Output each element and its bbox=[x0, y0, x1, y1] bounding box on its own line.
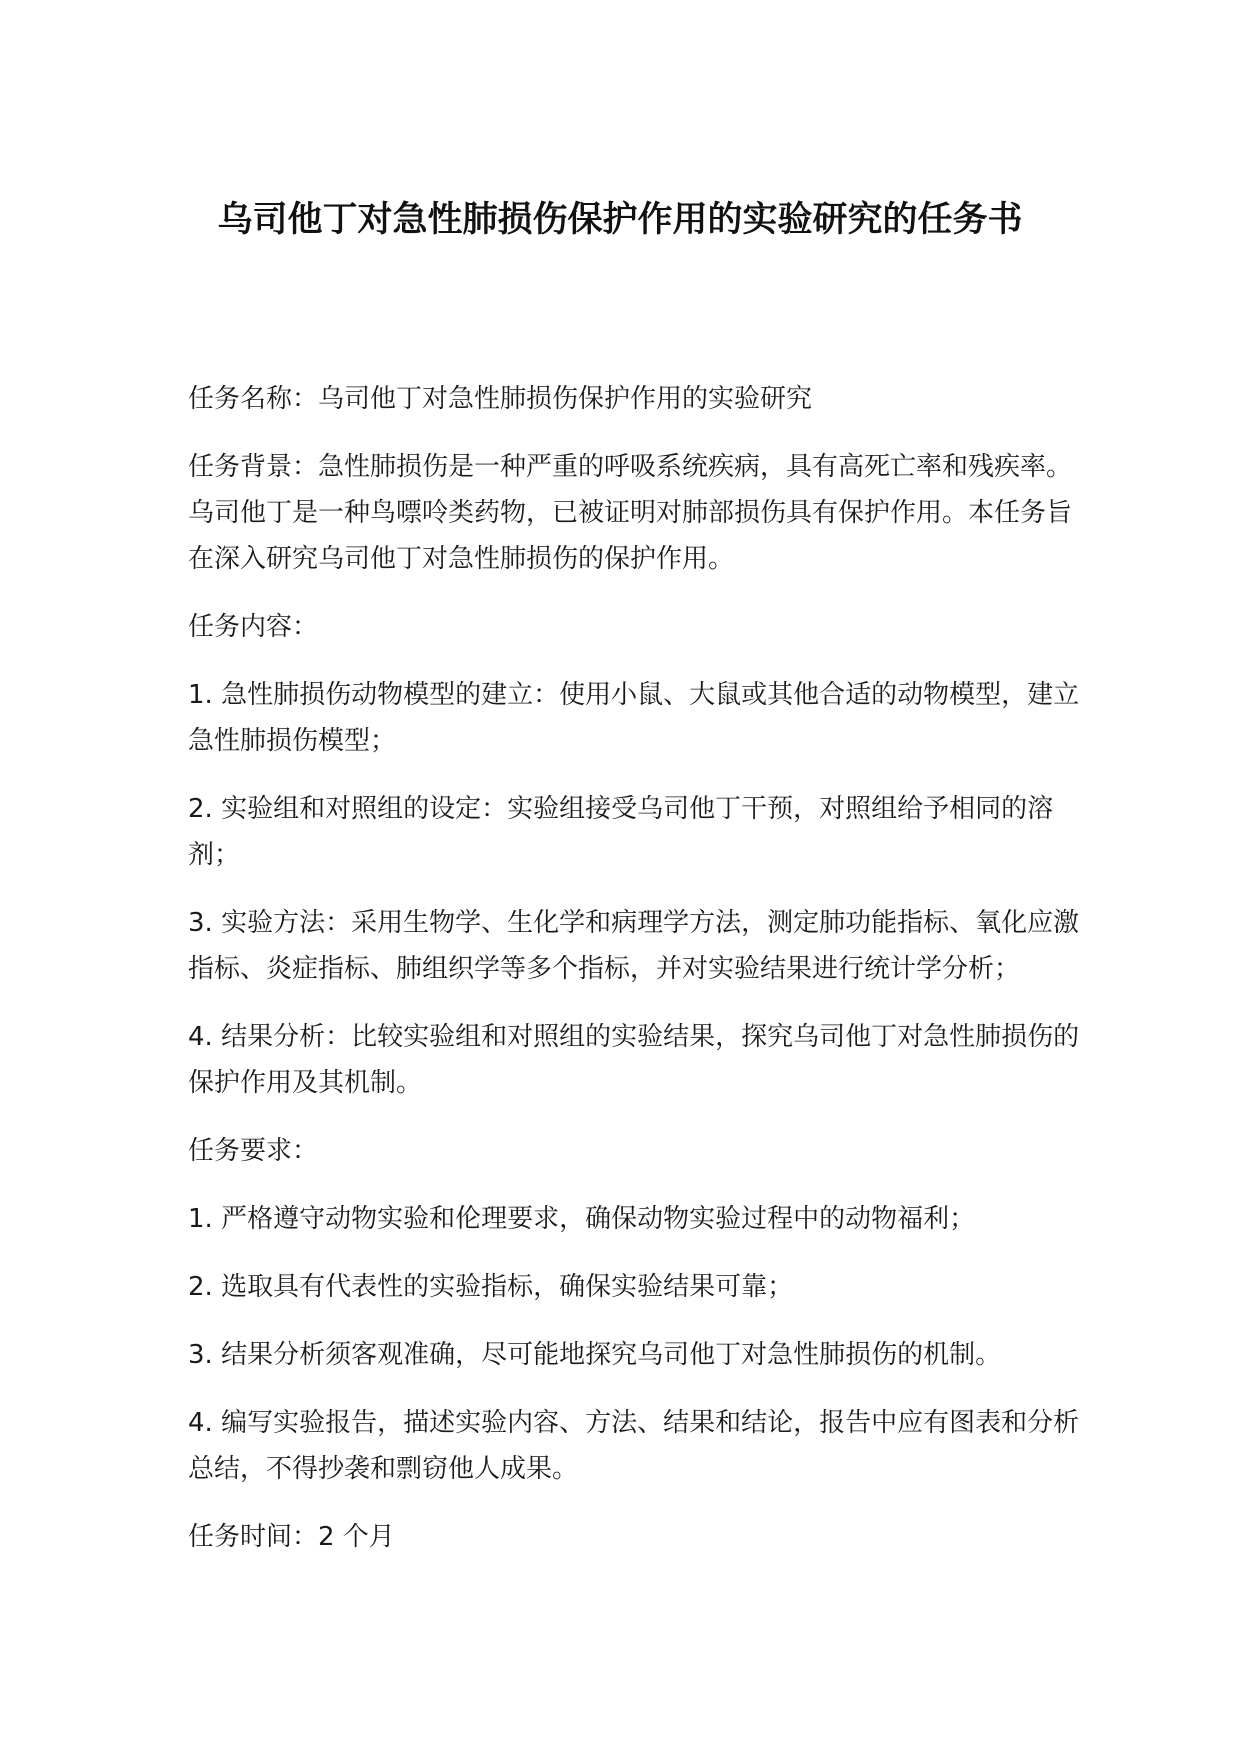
task-time-paragraph: 任务时间：2 个月 bbox=[188, 1522, 395, 1552]
task-requirement-item: 3. 结果分析须客观准确，尽可能地探究乌司他丁对急性肺损伤的机制。 bbox=[188, 1340, 1002, 1370]
task-content-item: 2. 实验组和对照组的设定：实验组接受乌司他丁干预，对照组给予相同的溶剂； bbox=[188, 794, 1054, 870]
document-body bbox=[188, 376, 1083, 1560]
task-name-paragraph: 任务名称：乌司他丁对急性肺损伤保护作用的实验研究 bbox=[188, 384, 813, 414]
task-requirement-item: 2. 选取具有代表性的实验指标，确保实验结果可靠； bbox=[188, 1272, 794, 1302]
document-title: 乌司他丁对急性肺损伤保护作用的实验研究的任务书 bbox=[217, 200, 1023, 240]
task-content-item: 4. 结果分析：比较实验组和对照组的实验结果，探究乌司他丁对急性肺损伤的保护作用及其机制。 bbox=[188, 1022, 1080, 1098]
task-requirement-item: 1. 严格遵守动物实验和伦理要求，确保动物实验过程中的动物福利； bbox=[188, 1204, 976, 1234]
task-background-paragraph: 任务背景：急性肺损伤是一种严重的呼吸系统疾病，具有高死亡率和残疾率。乌司他丁是一种鸟嘌呤类药物，已被证明对肺部损伤具有保护作用。本任务旨在深入研究乌司他丁对急性肺损伤的保护作用。 bbox=[188, 452, 1073, 574]
task-content-item: 3. 实验方法：采用生物学、生化学和病理学方法，测定肺功能指标、氧化应激指标、炎症指标、肺组织学等多个指标，并对实验结果进行统计学分析； bbox=[188, 908, 1080, 984]
task-content-item: 1. 急性肺损伤动物模型的建立：使用小鼠、大鼠或其他合适的动物模型，建立急性肺损伤模型； bbox=[188, 680, 1080, 756]
task-content-heading: 任务内容： bbox=[188, 612, 319, 642]
task-requirements-heading: 任务要求： bbox=[188, 1136, 319, 1166]
task-requirement-item: 4. 编写实验报告，描述实验内容、方法、结果和结论，报告中应有图表和分析总结，不得抄袭和剽窃他人成果。 bbox=[188, 1408, 1080, 1484]
